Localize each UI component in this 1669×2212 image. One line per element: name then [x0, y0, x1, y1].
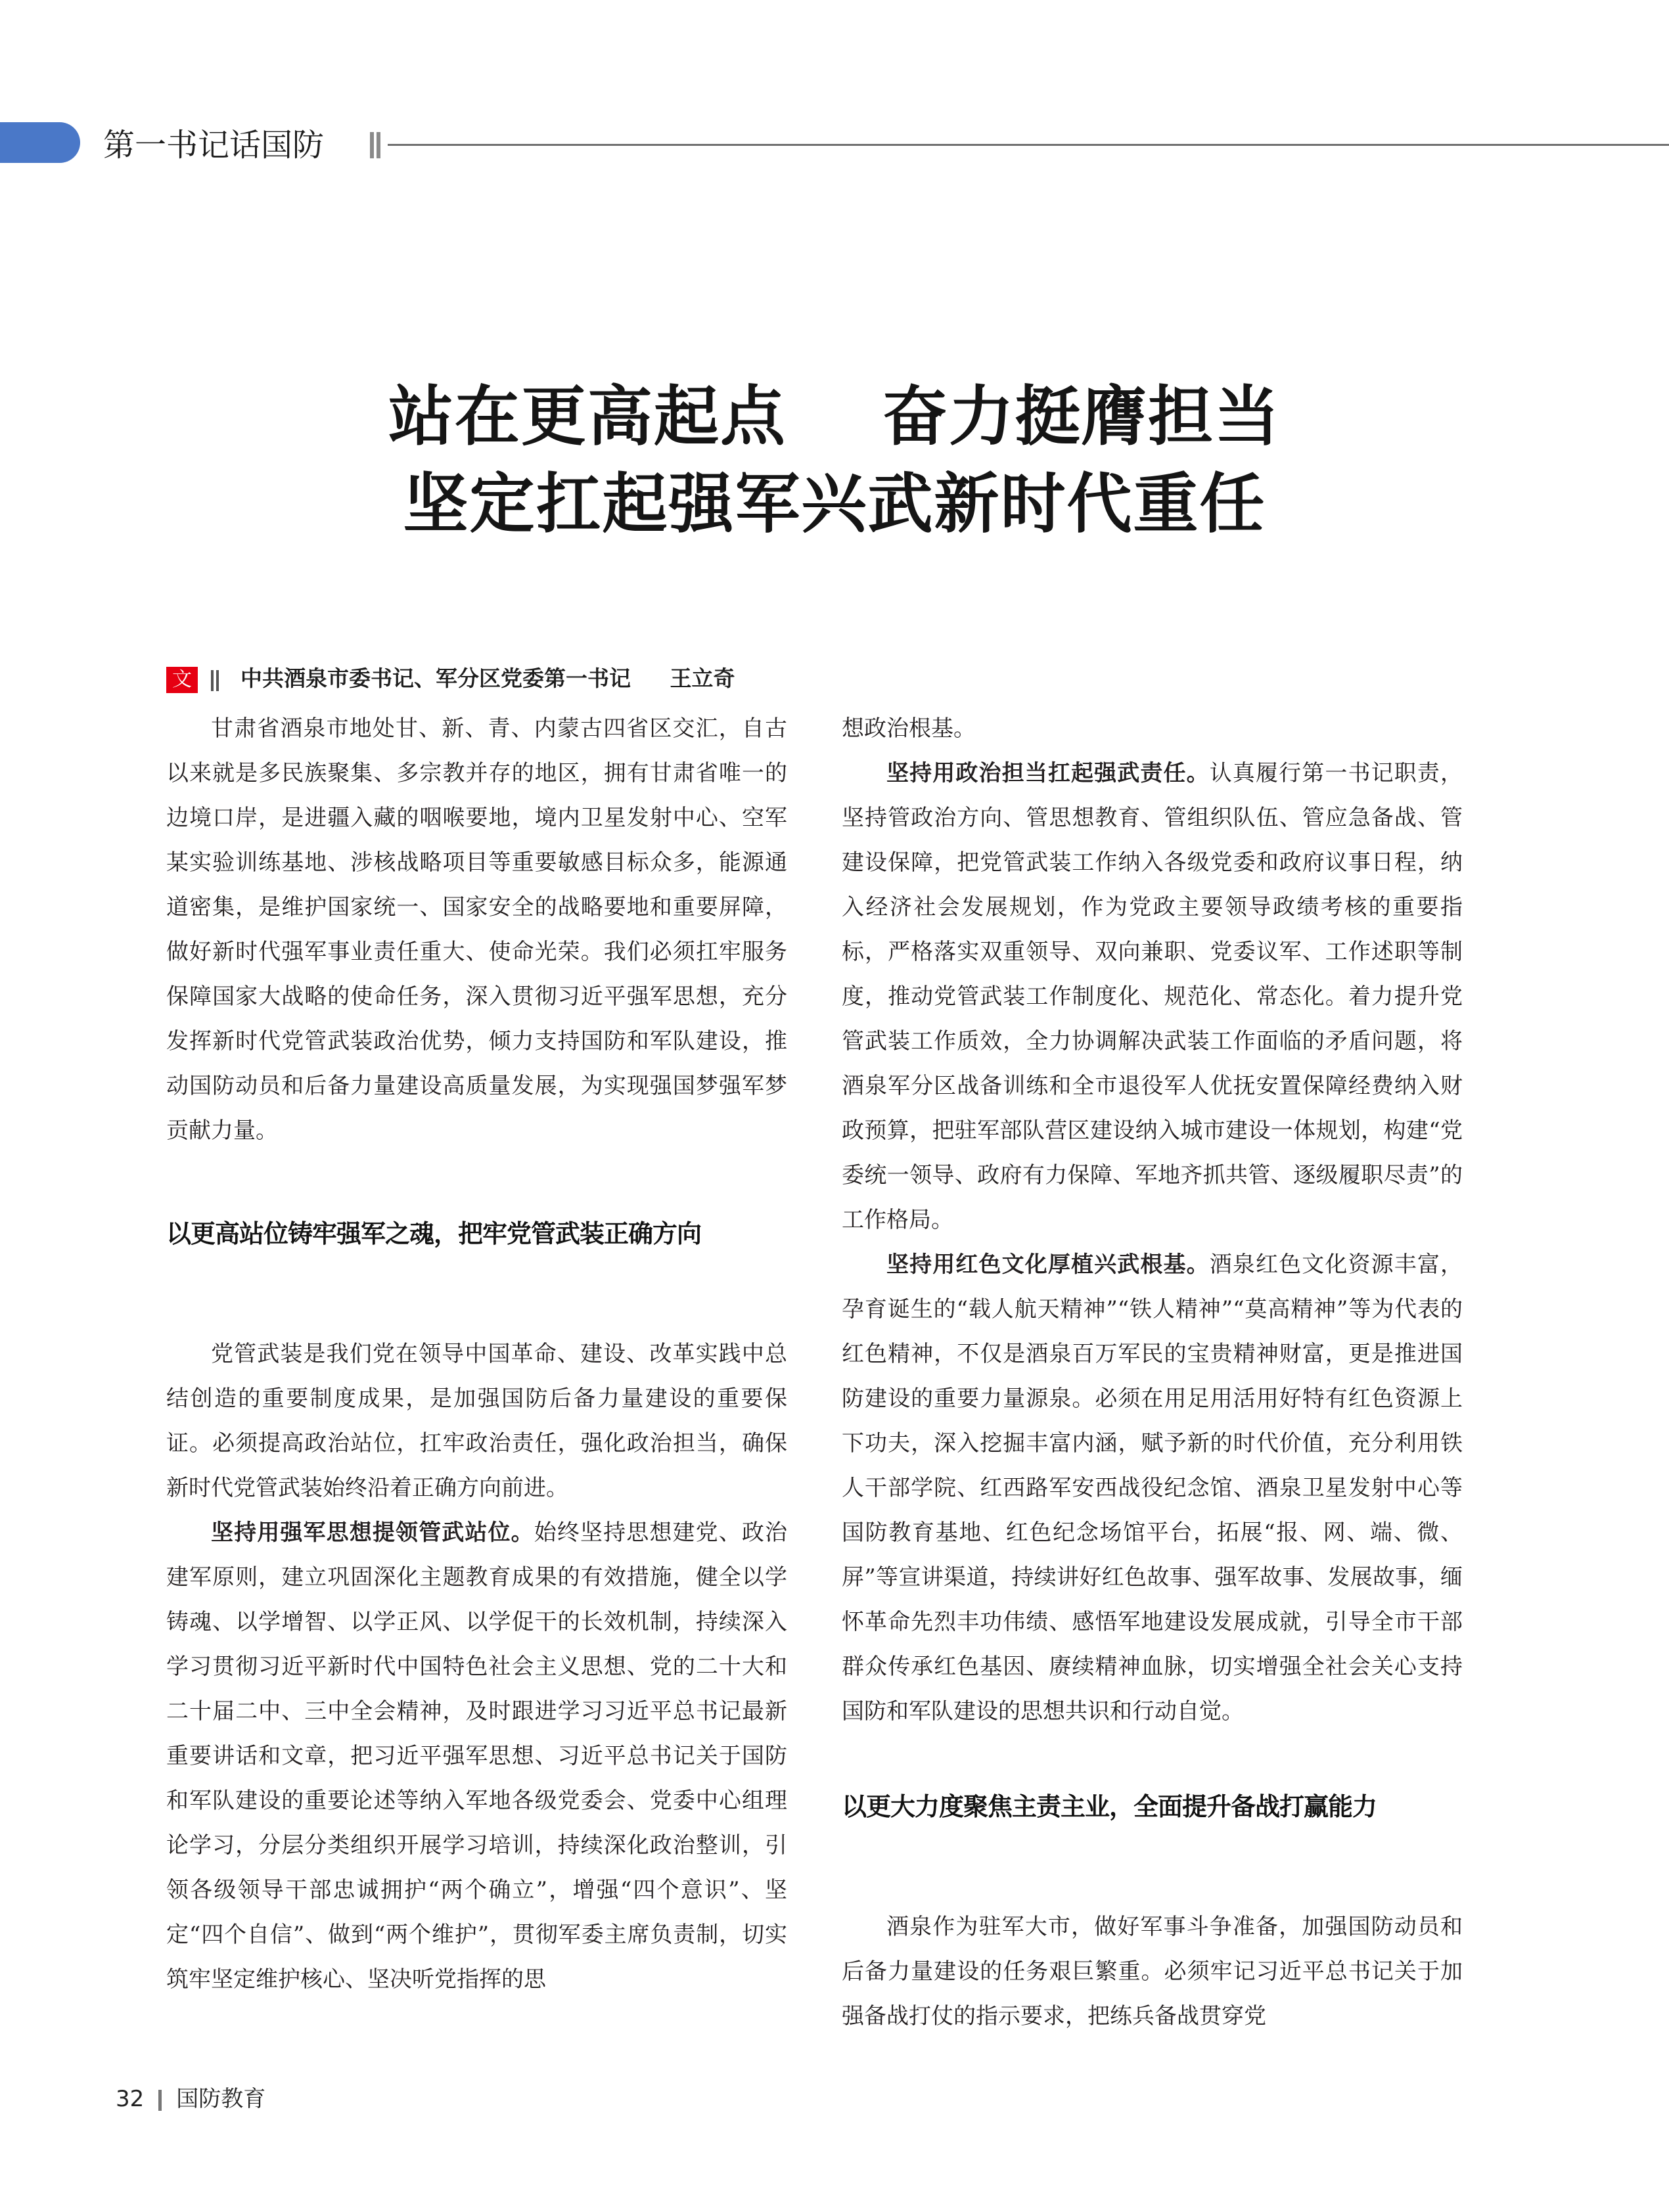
- publication-name: 国防教育: [176, 2086, 266, 2112]
- paragraph-4: [842, 1242, 1463, 1734]
- page-footer: [116, 2079, 265, 2119]
- paragraph-2-body: 始终坚持思想建党、政治建军原则，建立巩固深化主题教育成果的有效措施，健全以学铸魂、以学增智、以学正风、以学促干的长效机制，持续深入学习贯彻习近平新时代中国特色社会主义思想、党的二十大和二十届二中、三中全会精神，及时跟进学习习近平总书记最新重要讲话和文章，把习近平强军思想、习近平总书记关于国防和军队建设的重要论述等纳入军地各级党委会、党委中心组理论学习，分层分类组织开展学习培训，持续深化政治整训，引领各级领导干部忠诚拥护“两个确立”，增强“四个意识”、坚定“四个自信”、做到“两个维护”，贯彻军委主席负责制，切实筑牢坚定维护核心、坚决听党指挥的思: [166, 1520, 787, 1993]
- paragraph-3-body: 认真履行第一书记职责，坚持管政治方向、管思想教育、管组织队伍、管应急备战、管建设保障，把党管武装工作纳入各级党委和政府议事日程，纳入经济社会发展规划，作为党政主要领导政绩考核的重要指标，严格落实双重领导、双向兼职、党委议军、工作述职等制度，推动党管武装工作制度化、规范化、常态化。着力提升党管武装工作质效，全力协调解决武装工作面临的矛盾问题，将酒泉军分区战备训练和全市退役军人优抚安置保障经费纳入财政预算，把驻军部队营区建设纳入城市建设一体规划，构建“党委统一领导、政府有力保障、军地齐抓共管、逐级履职尽责”的工作格局。: [842, 760, 1463, 1233]
- byline: [166, 659, 735, 698]
- right-column: [842, 706, 1463, 2029]
- header-divider-bars: [370, 132, 383, 158]
- section-name: 第一书记话国防: [103, 127, 325, 164]
- header-accent-tab: [0, 122, 80, 163]
- continuation-paragraph: 想政治根基。: [842, 715, 976, 742]
- section-heading-2: 以更大力度聚焦主责主业，全面提升备战打赢能力: [842, 1792, 1377, 1821]
- byline-divider-bars: [211, 660, 221, 700]
- section-heading-1: 以更高站位铸牢强军之魂，把牢党管武装正确方向: [166, 1219, 702, 1248]
- footer-divider: [158, 2090, 162, 2111]
- author-name: 王立奇: [670, 666, 735, 691]
- paragraph-2-lead: 坚持用强军思想提领管武站位。: [211, 1520, 534, 1546]
- article-title-line-2: 坚定扛起强军兴武新时代重任: [403, 466, 1266, 542]
- author-badge: 文: [166, 667, 198, 693]
- paragraph-3: [842, 751, 1463, 1242]
- paragraph-4-body: 酒泉红色文化资源丰富，孕育诞生的“载人航天精神”“铁人精神”“莫高精神”等为代表的红色精神，不仅是酒泉百万军民的宝贵精神财富，更是推进国防建设的重要力量源泉。必须在用足用活用好特有红色资源上下功夫，深入挖掘丰富内涵，赋予新的时代价值，充分利用铁人干部学院、红西路军安西战役纪念馆、酒泉卫星发射中心等国防教育基地、红色纪念场馆平台，拓展“报、网、端、微、屏”等宣讲渠道，持续讲好红色故事、强军故事、发展故事，缅怀革命先烈丰功伟绩、感悟军地建设发展成就，引导全市干部群众传承红色基因、赓续精神血脉，切实增强全社会关心支持国防和军队建设的思想共识和行动自觉。: [842, 1252, 1463, 1725]
- left-column: [166, 706, 787, 2020]
- paragraph-1: 党管武装是我们党在领导中国革命、建设、改革实践中总结创造的重要制度成果，是加强国防后备力量建设的重要保证。必须提高政治站位，扛牢政治责任，强化政治担当，确保新时代党管武装始终沿着正确方向前进。: [166, 1341, 787, 1501]
- paragraph-2: [166, 1510, 787, 2002]
- page-number: 32: [116, 2086, 145, 2112]
- paragraph-5: 酒泉作为驻军大市，做好军事斗争准备，加强国防动员和后备力量建设的任务艰巨繁重。必须牢记习近平总书记关于加强备战打仗的指示要求，把练兵备战贯穿党: [842, 1914, 1463, 2029]
- intro-paragraph: 甘肃省酒泉市地处甘、新、青、内蒙古四省区交汇，自古以来就是多民族聚集、多宗教并存的地区，拥有甘肃省唯一的边境口岸，是进疆入藏的咽喉要地，境内卫星发射中心、空军某实验训练基地、涉核战略项目等重要敏感目标众多，能源通道密集，是维护国家统一、国家安全的战略要地和重要屏障，做好新时代强军事业责任重大、使命光荣。我们必须扛牢服务保障国家大战略的使命任务，深入贯彻习近平强军思想，充分发挥新时代党管武装政治优势，倾力支持国防和军队建设，推动国防动员和后备力量建设高质量发展，为实现强国梦强军梦贡献力量。: [166, 715, 787, 1144]
- header-rule: [388, 144, 1669, 146]
- article-title-line-1: 站在更高起点 奋力挺膺担当: [388, 379, 1281, 455]
- paragraph-3-lead: 坚持用政治担当扛起强武责任。: [886, 760, 1210, 786]
- author-title: 中共酒泉市委书记、军分区党委第一书记: [240, 666, 631, 691]
- paragraph-4-lead: 坚持用红色文化厚植兴武根基。: [886, 1252, 1210, 1278]
